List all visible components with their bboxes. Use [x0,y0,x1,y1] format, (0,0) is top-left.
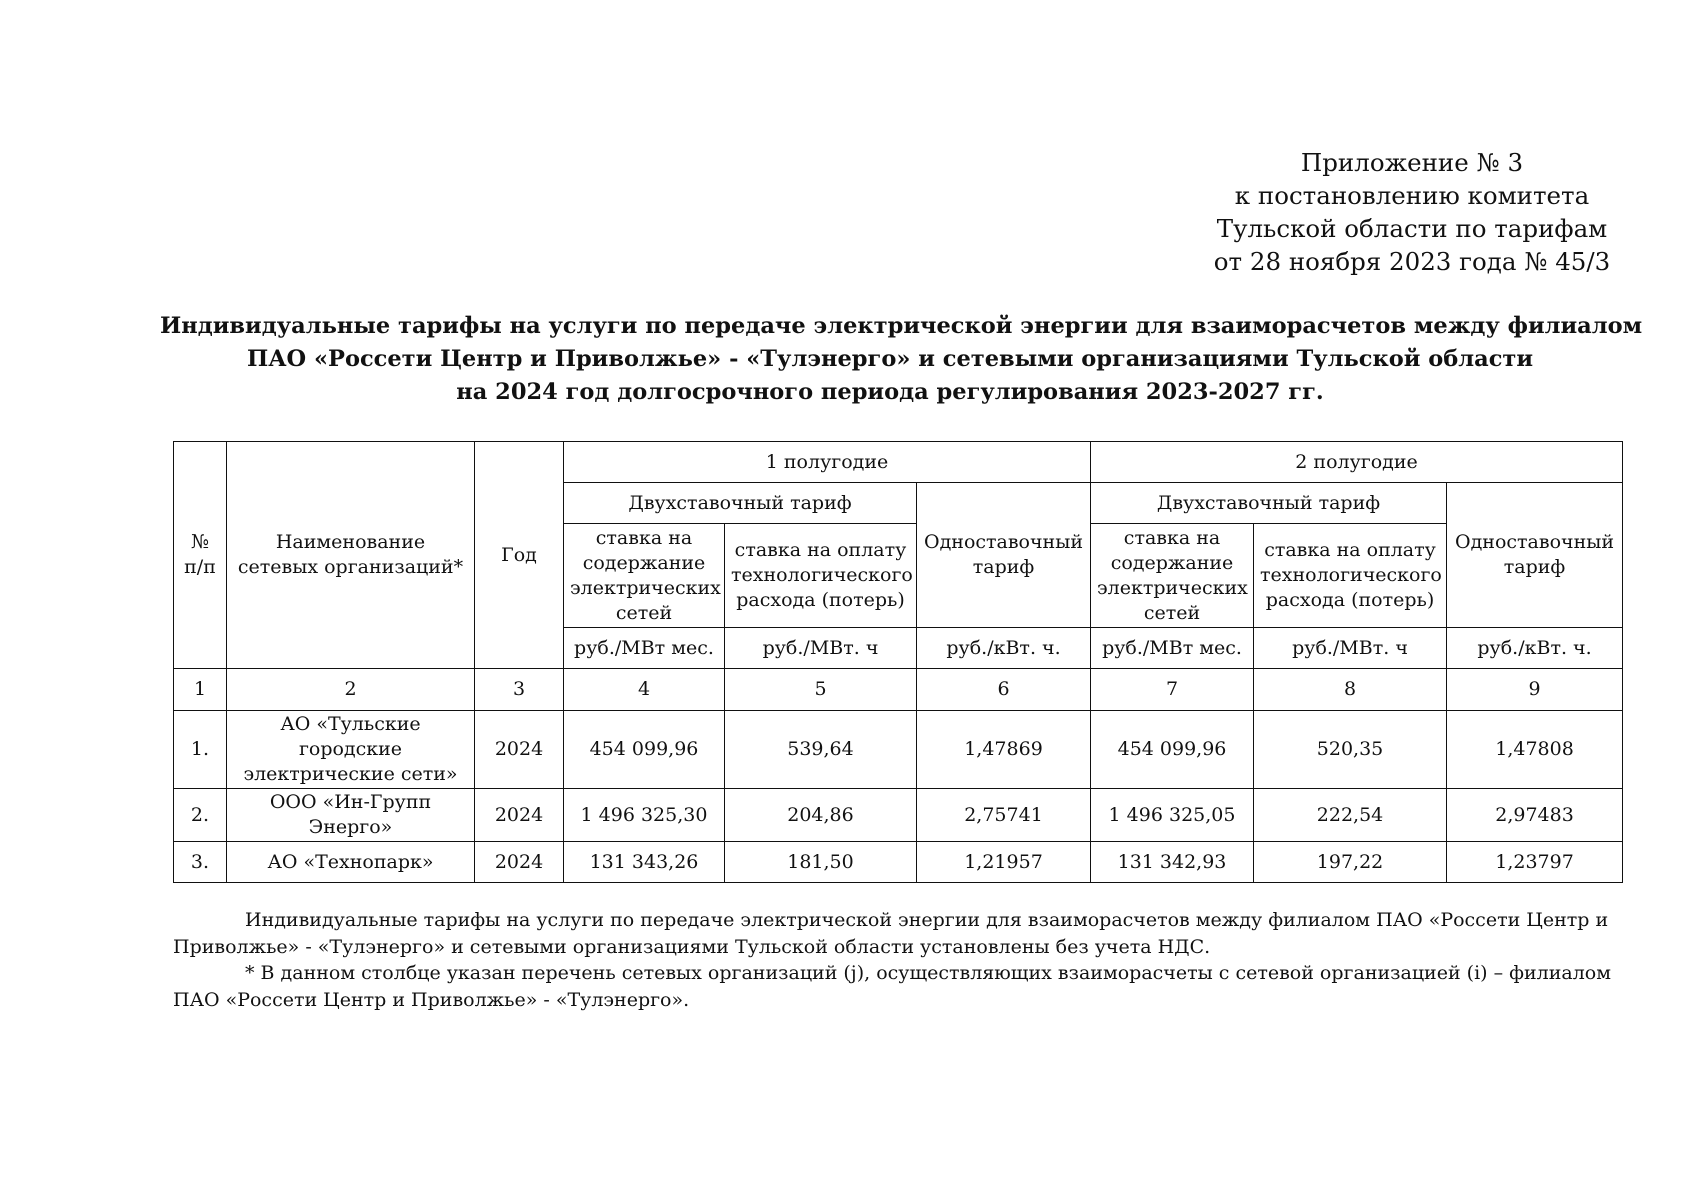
row-name: ООО «Ин-Групп Энерго» [227,789,475,842]
notes [173,907,1622,1013]
row-h2-maintenance: 1 496 325,05 [1091,789,1254,842]
row-h2-single: 1,23797 [1447,842,1623,883]
header-h2-two-rate: Двухставочный тариф [1091,483,1447,524]
row-h2-loss: 197,22 [1254,842,1447,883]
row-h1-loss: 539,64 [725,711,917,789]
row-h1-maintenance: 454 099,96 [564,711,725,789]
appendix-header [1202,146,1622,278]
column-numbers-row [174,669,1623,711]
column-number: 9 [1447,669,1623,711]
unit-h1-single: руб./кВт. ч. [917,628,1091,669]
row-name: АО «Технопарк» [227,842,475,883]
row-year: 2024 [475,842,564,883]
row-year: 2024 [475,789,564,842]
header-h1-single-rate: Одноставочный тариф [917,483,1091,628]
document-title [160,310,1643,409]
row-h1-loss: 204,86 [725,789,917,842]
row-h1-maintenance: 1 496 325,30 [564,789,725,842]
unit-h2-maintenance: руб./МВт мес. [1091,628,1254,669]
header-half-2: 2 полугодие [1091,442,1623,483]
row-year: 2024 [475,711,564,789]
header-year: Год [475,442,564,669]
column-number: 4 [564,669,725,711]
row-h2-maintenance: 454 099,96 [1091,711,1254,789]
appendix-line-2: к постановлению комитета [1234,181,1590,210]
note-vat: Индивидуальные тарифы на услуги по передаче электрической энергии для взаиморасчетов между филиалом ПАО «Россети Центр и Приволжье» - «Тулэнерго» и сетевыми организациями Тульской области установлены без учета НДС. [173,909,1609,958]
appendix-line-1: Приложение № 3 [1300,148,1524,177]
column-number: 7 [1091,669,1254,711]
row-h2-loss: 222,54 [1254,789,1447,842]
row-h1-single: 1,47869 [917,711,1091,789]
header-h2-loss-rate: ставка на оплату технологического расхода (потерь) [1254,524,1447,628]
row-num: 3. [174,842,227,883]
table-row [174,842,1623,883]
column-number: 8 [1254,669,1447,711]
row-h1-single: 1,21957 [917,842,1091,883]
tariffs-table [173,441,1623,883]
column-number: 6 [917,669,1091,711]
row-h1-loss: 181,50 [725,842,917,883]
title-line-3: на 2024 год долгосрочного периода регулирования 2023-2027 гг. [456,379,1324,405]
header-h2-single-rate: Одноставочный тариф [1447,483,1623,628]
title-line-1: Индивидуальные тарифы на услуги по передаче электрической энергии для взаиморасчетов между филиалом [160,313,1643,339]
title-line-2: ПАО «Россети Центр и Приволжье» - «Тулэнерго» и сетевыми организациями Тульской области [246,346,1534,372]
header-h1-loss-rate: ставка на оплату технологического расхода (потерь) [725,524,917,628]
column-number: 1 [174,669,227,711]
table-row [174,711,1623,789]
row-h1-maintenance: 131 343,26 [564,842,725,883]
row-h2-loss: 520,35 [1254,711,1447,789]
header-h1-maintenance-rate: ставка на содержание электрических сетей [564,524,725,628]
header-num: № п/п [174,442,227,669]
row-h2-maintenance: 131 342,93 [1091,842,1254,883]
appendix-line-4: от 28 ноября 2023 года № 45/3 [1213,247,1611,276]
column-number: 5 [725,669,917,711]
note-footnote: * В данном столбце указан перечень сетевых организаций (j), осуществляющих взаиморасчеты с сетевой организацией (i) – филиалом ПАО «Россети Центр и Приволжье» - «Тулэнерго». [173,962,1612,1011]
header-h2-maintenance-rate: ставка на содержание электрических сетей [1091,524,1254,628]
row-h2-single: 1,47808 [1447,711,1623,789]
row-num: 1. [174,711,227,789]
header-h1-two-rate: Двухставочный тариф [564,483,917,524]
unit-h1-maintenance: руб./МВт мес. [564,628,725,669]
row-h1-single: 2,75741 [917,789,1091,842]
unit-h2-single: руб./кВт. ч. [1447,628,1623,669]
row-h2-single: 2,97483 [1447,789,1623,842]
appendix-line-3: Тульской области по тарифам [1216,214,1608,243]
unit-h2-loss: руб./МВт. ч [1254,628,1447,669]
column-number: 2 [227,669,475,711]
header-half-1: 1 полугодие [564,442,1091,483]
column-number: 3 [475,669,564,711]
unit-h1-loss: руб./МВт. ч [725,628,917,669]
row-name: АО «Тульские городские электрические сети» [227,711,475,789]
table-row [174,789,1623,842]
row-num: 2. [174,789,227,842]
header-name: Наименование сетевых организаций* [227,442,475,669]
